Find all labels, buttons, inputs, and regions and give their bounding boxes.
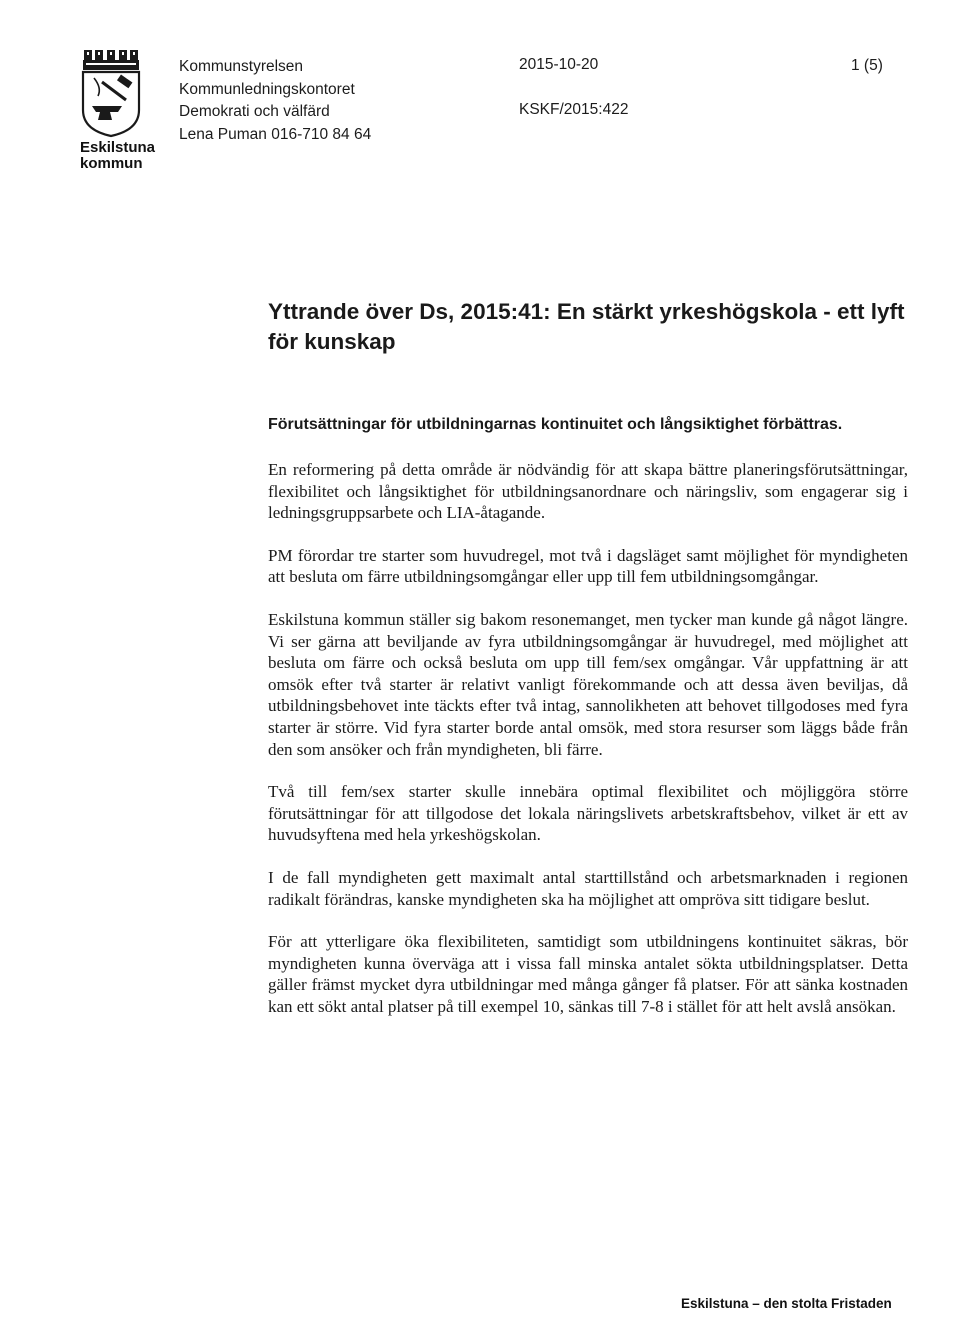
body-paragraph: PM förordar tre starter som huvudregel, mot två i dagsläget samt möjlighet för myndigheten att besluta om färre utbildningsomgångar eller upp till fem utbildningsomgångar. [268, 545, 908, 587]
body-paragraph: Två till fem/sex starter skulle innebära optimal flexibilitet och möjliggöra större förutsättningar för att tillgodose det lokala näringslivets arbetskraftsbehov, vilket är ett av huvudsyftena med hela yrkeshögskolan. [268, 782, 908, 845]
document-reference: KSKF/2015:422 [519, 101, 629, 118]
body-paragraph: I de fall myndigheten gett maximalt antal starttillstånd och arbetsmarknaden i regionen radikalt förändras, kanske myndigheten ska ha möjlighet att ompröva sitt tidigare beslut. [268, 867, 908, 909]
page-indicator: 1 (5) [851, 57, 883, 74]
sender-department: Demokrati och välfärd [179, 103, 330, 120]
logo-text-line-1: Eskilstuna [80, 139, 156, 156]
footer-slogan: Eskilstuna – den stolta Fristaden [681, 1296, 892, 1311]
document-date: 2015-10-20 [519, 56, 599, 73]
document-title: Yttrande över Ds, 2015:41: En stärkt yrkeshögskola - ett lyft för kunskap [268, 299, 905, 354]
sender-office: Kommunledningskontoret [179, 80, 355, 98]
body-paragraph: För att ytterligare öka flexibiliteten, samtidigt som utbildningens kontinuitet säkras, bör myndigheten kunna överväga att i vissa fall minska antalet sökta utbildningsplatser. Detta gäller främst mycket dyra utbildningar med många gånger få platser. För att sänka kostnaden kan ett sökt antal platser på till exempel 10, sänkas till 7-8 i stället för att helt avslå ansökan. [268, 932, 908, 1016]
coat-of-arms-icon [80, 48, 142, 138]
logo-text [80, 140, 160, 172]
document-body [268, 459, 908, 1017]
body-paragraph: En reformering på detta område är nödvändig för att skapa bättre planeringsförutsättningar, flexibilitet och långsiktighet för utbildningsanordnare och näringsliv, som engagerar sig i ledningsgruppsarbete och LIA-åtagande. [268, 460, 908, 523]
logo-text-line-2: kommun [80, 155, 143, 172]
sender-org: Kommunstyrelsen [179, 58, 304, 75]
body-paragraph: Eskilstuna kommun ställer sig bakom resonemanget, men tycker man kunde gå något längre. Vi ser gärna att beviljande av fyra utbildningsomgångar är huvudregel, med möjlighet att besluta om färre och också besluta om upp till fem/sex omgångar. Vår uppfattning är att omsök efter två starter är relativt vanligt förekommande och att dessa även beviljas, då utbildningsbehovet inte täckts efter två intag, sannolikheten att behovet tillgodoses med fyra starter är större. Vid fyra starter borde antal omsök, med stora resurser som läggs både från den som ansöker och från myndigheten, bli färre. [268, 609, 908, 759]
municipality-logo [80, 48, 160, 172]
sender-block [179, 56, 371, 146]
section-heading: Förutsättningar för utbildningarnas kontinuitet och långsiktighet förbättras. [268, 416, 843, 433]
sender-contact: Lena Puman 016-710 84 64 [179, 125, 372, 143]
